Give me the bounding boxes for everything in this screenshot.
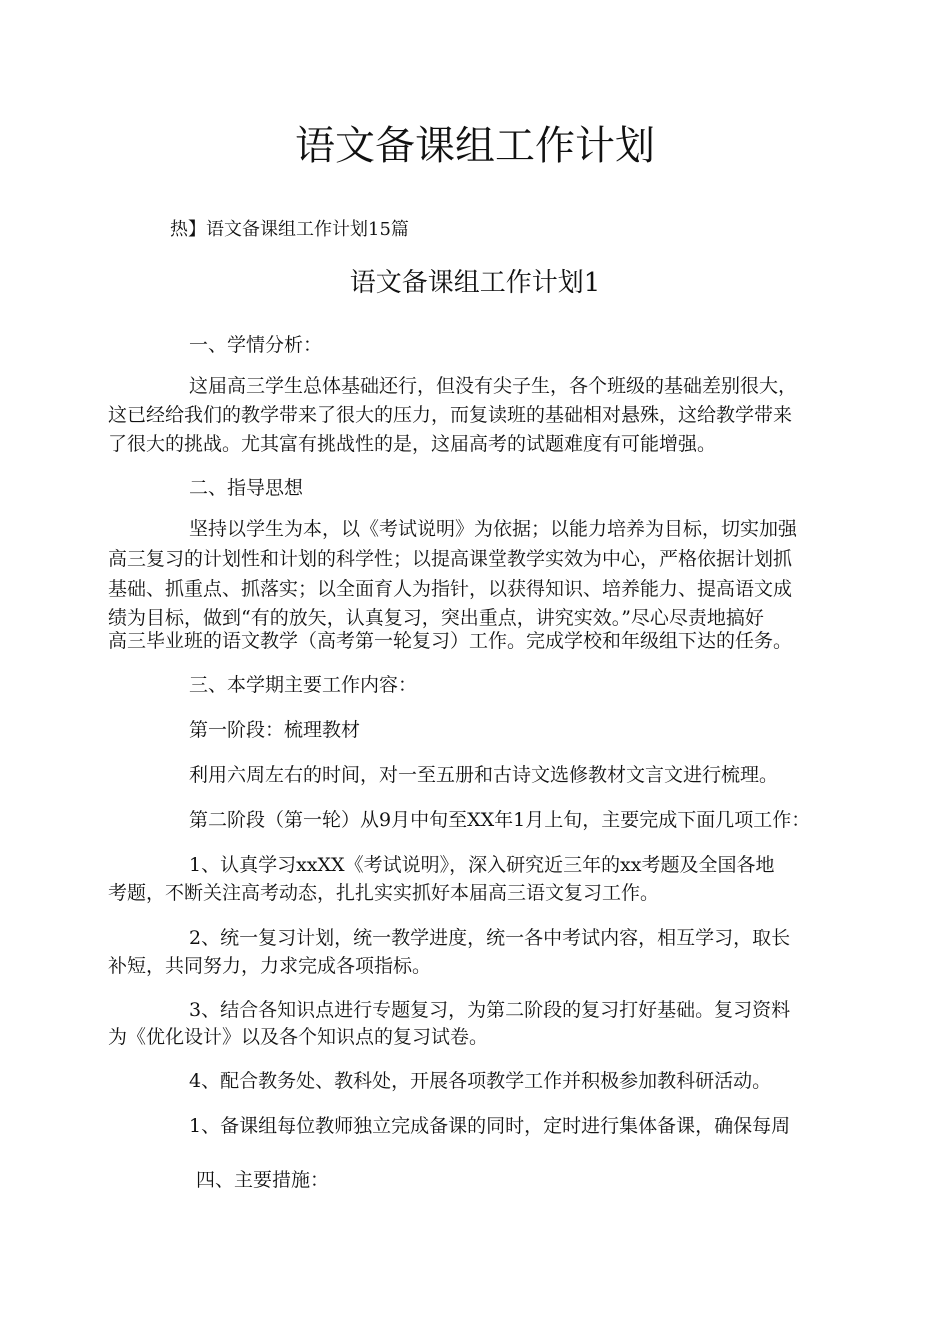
list-item-line: 3、结合各知识点进行专题复习，为第二阶段的复习打好基础。复习资料 <box>189 999 791 1021</box>
list-item-line: 考题，不断关注高考动态，扎扎实实抓好本届高三语文复习工作。 <box>108 882 660 904</box>
paragraph-line: 绩为目标，做到“有的放矢，认真复习，突出重点，讲究实效。”尽心尽责地搞好 <box>108 607 764 629</box>
paragraph-line: 利用六周左右的时间，对一至五册和古诗文选修教材文言文进行梳理。 <box>189 764 779 786</box>
list-item-line: 1、认真学习xxXX《考试说明》，深入研究近三年的xx考题及全国各地 <box>189 854 775 876</box>
list-item-line: 补短，共同努力，力求完成各项指标。 <box>108 955 432 977</box>
paragraph-line: 第二阶段（第一轮）从9月中旬至XX年1月上旬，主要完成下面几项工作： <box>189 809 811 831</box>
section-heading-3: 三、本学期主要工作内容： <box>189 674 418 696</box>
paragraph-line: 第一阶段：梳理教材 <box>189 719 361 741</box>
document-title: 语文备课组工作计划 <box>295 123 655 169</box>
paragraph-line: 这已经给我们的教学带来了很大的压力，而复读班的基础相对悬殊，这给教学带来 <box>108 404 793 426</box>
list-item-line: 4、配合教务处、教科处，开展各项教学工作并积极参加教科研活动。 <box>189 1070 772 1092</box>
paragraph-line: 坚持以学生为本，以《考试说明》为依据；以能力培养为目标，切实加强 <box>189 518 798 540</box>
list-item-line: 2、统一复习计划，统一教学进度，统一各中考试内容，相互学习，取长 <box>189 927 791 949</box>
paragraph-line: 这届高三学生总体基础还行，但没有尖子生，各个班级的基础差别很大， <box>189 375 798 397</box>
paragraph-line: 了很大的挑战。尤其富有挑战性的是，这届高考的试题难度有可能增强。 <box>108 433 717 455</box>
section-heading: 语文备课组工作计划1 <box>349 268 601 298</box>
list-item-line: 为《优化设计》以及各个知识点的复习试卷。 <box>108 1026 489 1048</box>
section-heading-2: 二、指导思想 <box>189 477 304 499</box>
section-heading-1: 一、学情分析： <box>189 334 323 356</box>
paragraph-line: 基础、抓重点、抓落实；以全面育人为指针，以获得知识、培养能力、提高语文成 <box>108 578 793 600</box>
document-subtitle: 热】语文备课组工作计划15篇 <box>170 219 409 240</box>
section-heading-4: 四、主要措施： <box>196 1169 330 1191</box>
paragraph-line: 高三复习的计划性和计划的科学性；以提高课堂教学实效为中心，严格依据计划抓 <box>108 548 793 570</box>
list-item-line: 1、备课组每位教师独立完成备课的同时，定时进行集体备课，确保每周 <box>189 1115 791 1137</box>
paragraph-line: 高三毕业班的语文教学（高考第一轮复习）工作。完成学校和年级组下达的任务。 <box>108 630 793 652</box>
